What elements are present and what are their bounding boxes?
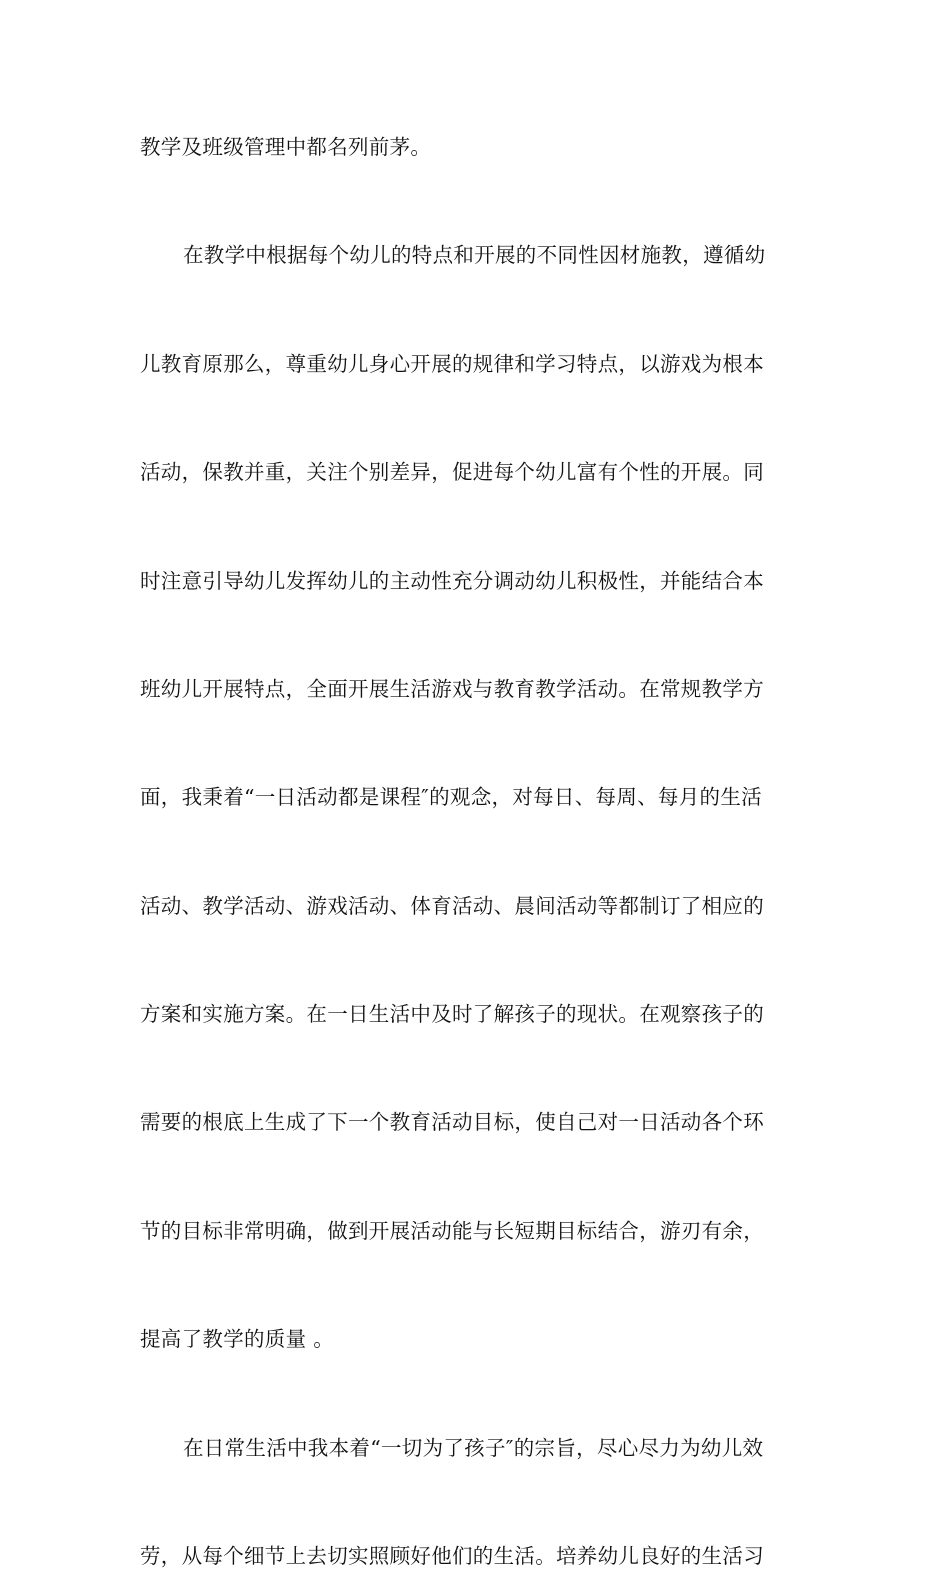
text-line-gap (140, 1041, 810, 1095)
text-line: 劳，从每个细节上去切实照顾好他们的生活。培养幼儿良好的生活习 (140, 1543, 764, 1568)
text-line-gap (140, 933, 810, 987)
text-line-gap (140, 1366, 810, 1420)
text-line-gap (140, 1475, 810, 1529)
text-line: 提高了教学的质量 。 (140, 1327, 335, 1352)
text-line-gap (140, 391, 810, 445)
text-line: 活动，保教并重，关注个别差异，促进每个幼儿富有个性的开展。同 (140, 460, 764, 485)
text-line-gap (140, 499, 810, 553)
text-line-gap (140, 716, 810, 770)
text-line: 面，我秉着“一日活动都是课程″的观念，对每日、每周、每月的生活 (140, 785, 762, 810)
text-line-gap (140, 608, 810, 662)
text-line: 班幼儿开展特点，全面开展生活游戏与教育教学活动。在常规教学方 (140, 676, 764, 701)
text-line: 方案和实施方案。在一日生活中及时了解孩子的现状。在观察孩子的 (140, 1002, 764, 1026)
text-line: 在教学中根据每个幼儿的特点和开展的不同性因材施教，遵循幼 (183, 243, 766, 268)
text-line: 节的目标非常明确，做到开展活动能与长短期目标结合，游刃有余， (140, 1218, 764, 1243)
text-line-gap (140, 1150, 810, 1204)
text-line: 在日常生活中我本着“一切为了孩子″的宗旨，尽心尽力为幼儿效 (183, 1435, 764, 1460)
text-line-gap (140, 283, 810, 337)
body-text (140, 120, 810, 1583)
text-line-gap (140, 824, 810, 878)
text-line: 时注意引导幼儿发挥幼儿的主动性充分调动幼儿积极性，并能结合本 (140, 568, 764, 593)
text-line-gap (140, 174, 810, 228)
text-line-gap (140, 1258, 810, 1312)
text-line: 儿教育原那么，尊重幼儿身心开展的规律和学习特点，以游戏为根本 (140, 351, 764, 376)
text-line: 活动、教学活动、游戏活动、体育活动、晨间活动等都制订了相应的 (140, 893, 764, 918)
text-line: 需要的根底上生成了下一个教育活动目标，使自己对一日活动各个环 (140, 1110, 764, 1135)
text-line: 教学及班级管理中都名列前茅。 (140, 135, 432, 159)
